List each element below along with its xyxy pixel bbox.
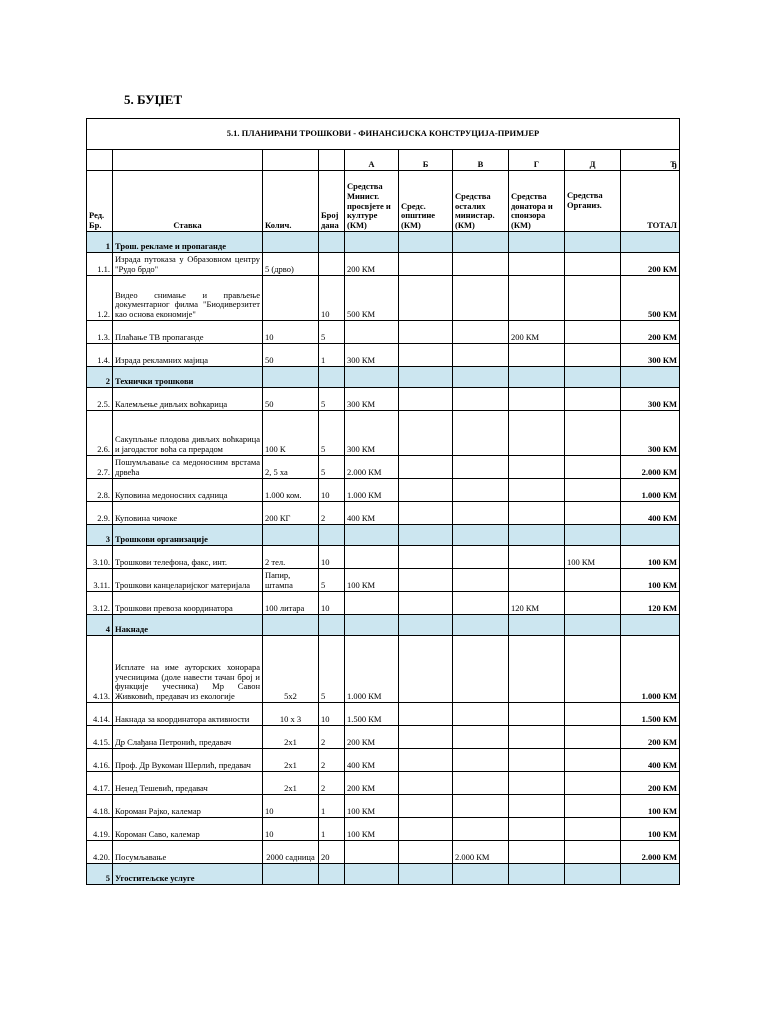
row-total: 120 КМ	[621, 592, 680, 615]
row-quantity: 2x1	[263, 772, 319, 795]
row-donors	[509, 636, 565, 703]
row-number: 3.12.	[87, 592, 113, 615]
row-ministry	[345, 546, 399, 569]
row-quantity: 2000 садница	[263, 841, 319, 864]
row-municipality	[399, 841, 453, 864]
column-letter-dj: Ђ	[621, 150, 680, 171]
row-days: 10	[319, 592, 345, 615]
row-ministry	[345, 321, 399, 344]
row-quantity: 2 тел.	[263, 546, 319, 569]
row-item: Пошумљавање са медоносним врстама дрвећа	[113, 456, 263, 479]
row-organizer	[565, 749, 621, 772]
row-municipality	[399, 502, 453, 525]
section-number: 1	[87, 232, 113, 253]
row-organizer	[565, 592, 621, 615]
row-number: 2.7.	[87, 456, 113, 479]
row-total: 100 КМ	[621, 818, 680, 841]
row-number: 1.1.	[87, 253, 113, 276]
row-total: 300 КМ	[621, 388, 680, 411]
row-ministry: 500 КМ	[345, 276, 399, 321]
row-item: Посумљавање	[113, 841, 263, 864]
row-organizer	[565, 479, 621, 502]
row-donors	[509, 841, 565, 864]
row-ministry: 400 КМ	[345, 502, 399, 525]
row-item: Видео снимање и прављење документарног филма "Биодиверзитет као основа економије"	[113, 276, 263, 321]
row-other-ministries	[453, 546, 509, 569]
row-total: 200 КМ	[621, 321, 680, 344]
row-days: 20	[319, 841, 345, 864]
table-row	[87, 592, 680, 615]
section-header	[87, 525, 680, 546]
column-letters-row	[87, 150, 680, 171]
row-quantity: 50	[263, 388, 319, 411]
row-quantity: 50	[263, 344, 319, 367]
row-organizer	[565, 344, 621, 367]
row-item: Плаћање ТВ пропаганде	[113, 321, 263, 344]
header-sredstva-ministarstva: Средства Минист. просвјете и културе (КМ)	[345, 171, 399, 232]
row-days: 2	[319, 726, 345, 749]
table-row	[87, 569, 680, 592]
table-row	[87, 726, 680, 749]
row-number: 4.18.	[87, 795, 113, 818]
row-number: 4.20.	[87, 841, 113, 864]
section-number: 3	[87, 525, 113, 546]
table-row	[87, 456, 680, 479]
row-municipality	[399, 592, 453, 615]
column-letter-b: Б	[399, 150, 453, 171]
row-quantity: 2x1	[263, 749, 319, 772]
row-donors	[509, 726, 565, 749]
row-donors	[509, 388, 565, 411]
row-organizer	[565, 276, 621, 321]
row-quantity: 5 (дрво)	[263, 253, 319, 276]
row-number: 4.14.	[87, 703, 113, 726]
row-other-ministries	[453, 818, 509, 841]
row-donors	[509, 795, 565, 818]
row-item: Короман Рајко, калемар	[113, 795, 263, 818]
row-total: 100 КМ	[621, 569, 680, 592]
header-rb: Ред. Бр.	[87, 171, 113, 232]
row-days: 5	[319, 569, 345, 592]
row-organizer	[565, 411, 621, 456]
row-ministry: 200 КМ	[345, 253, 399, 276]
row-item: Ненед Тешевић, предавач	[113, 772, 263, 795]
row-organizer	[565, 636, 621, 703]
row-municipality	[399, 636, 453, 703]
row-quantity: 1.000 ком.	[263, 479, 319, 502]
row-quantity	[263, 276, 319, 321]
table-row	[87, 276, 680, 321]
row-item: Куповина чичоке	[113, 502, 263, 525]
row-ministry: 1.000 КМ	[345, 636, 399, 703]
header-sredstva-ostalih: Средства осталих министар. (КМ)	[453, 171, 509, 232]
row-item: Короман Саво, калемар	[113, 818, 263, 841]
row-municipality	[399, 456, 453, 479]
row-municipality	[399, 344, 453, 367]
row-days: 5	[319, 636, 345, 703]
header-stavka: Ставка	[113, 171, 263, 232]
row-organizer	[565, 841, 621, 864]
budget-table	[86, 118, 680, 885]
row-donors	[509, 411, 565, 456]
row-organizer: 100 КМ	[565, 546, 621, 569]
row-ministry: 200 КМ	[345, 726, 399, 749]
row-item: Исплате на име ауторских хонорара учесницима (доле навести тачан број и функције учесника) Мр Савон Живковић, предавач из екологије	[113, 636, 263, 703]
row-number: 2.8.	[87, 479, 113, 502]
row-ministry	[345, 592, 399, 615]
table-row	[87, 795, 680, 818]
table-row	[87, 703, 680, 726]
row-number: 3.11.	[87, 569, 113, 592]
row-organizer	[565, 818, 621, 841]
table-row	[87, 636, 680, 703]
row-total: 2.000 КМ	[621, 841, 680, 864]
row-number: 2.5.	[87, 388, 113, 411]
row-other-ministries	[453, 502, 509, 525]
row-donors	[509, 479, 565, 502]
row-other-ministries	[453, 321, 509, 344]
row-days: 10	[319, 546, 345, 569]
column-letter-g: Г	[509, 150, 565, 171]
section-number: 2	[87, 367, 113, 388]
row-days: 2	[319, 749, 345, 772]
header-sredstva-organiz: Средства Организ.	[565, 171, 621, 232]
row-ministry	[345, 841, 399, 864]
row-total: 1.000 КМ	[621, 636, 680, 703]
row-total: 500 КМ	[621, 276, 680, 321]
row-donors	[509, 253, 565, 276]
section-header	[87, 864, 680, 885]
row-other-ministries	[453, 795, 509, 818]
row-other-ministries	[453, 388, 509, 411]
row-total: 400 КМ	[621, 749, 680, 772]
row-number: 4.15.	[87, 726, 113, 749]
header-sredstva-opstine: Средс. општине (КМ)	[399, 171, 453, 232]
row-item: Трошкови телефона, факс, инт.	[113, 546, 263, 569]
row-total: 400 КМ	[621, 502, 680, 525]
row-number: 2.9.	[87, 502, 113, 525]
row-quantity: 10	[263, 795, 319, 818]
row-municipality	[399, 411, 453, 456]
row-other-ministries	[453, 726, 509, 749]
row-quantity: Папир, штампа	[263, 569, 319, 592]
table-row	[87, 841, 680, 864]
row-item: Трошкови превоза координатора	[113, 592, 263, 615]
row-ministry: 300 КМ	[345, 411, 399, 456]
row-donors: 120 КМ	[509, 592, 565, 615]
section-title: Накнаде	[113, 615, 263, 636]
section-number: 4	[87, 615, 113, 636]
row-other-ministries	[453, 479, 509, 502]
section-title: Трош. рекламе и пропаганде	[113, 232, 263, 253]
row-ministry: 1.000 КМ	[345, 479, 399, 502]
section-number: 5	[87, 864, 113, 885]
row-ministry: 1.500 КМ	[345, 703, 399, 726]
column-letter-v: В	[453, 150, 509, 171]
header-kolic: Колич.	[263, 171, 319, 232]
row-municipality	[399, 546, 453, 569]
row-total: 2.000 КМ	[621, 456, 680, 479]
row-other-ministries	[453, 636, 509, 703]
row-ministry: 300 КМ	[345, 344, 399, 367]
row-municipality	[399, 479, 453, 502]
table-row	[87, 411, 680, 456]
row-item: Сакупљање плодова дивљих воћкарица и јагодастог воћа са прерадом	[113, 411, 263, 456]
row-ministry: 2.000 КМ	[345, 456, 399, 479]
row-other-ministries	[453, 253, 509, 276]
row-item: Израда путоказа у Образовном центру "Рудо брдо"	[113, 253, 263, 276]
section-header	[87, 615, 680, 636]
row-donors	[509, 502, 565, 525]
row-total: 100 КМ	[621, 546, 680, 569]
row-other-ministries	[453, 772, 509, 795]
row-organizer	[565, 456, 621, 479]
row-days: 2	[319, 772, 345, 795]
row-total: 1.500 КМ	[621, 703, 680, 726]
section-header	[87, 232, 680, 253]
table-row	[87, 772, 680, 795]
header-broj-dana: Број дана	[319, 171, 345, 232]
row-number: 4.13.	[87, 636, 113, 703]
row-ministry: 100 КМ	[345, 818, 399, 841]
row-organizer	[565, 253, 621, 276]
row-quantity: 2, 5 ха	[263, 456, 319, 479]
row-days: 1	[319, 818, 345, 841]
row-other-ministries	[453, 703, 509, 726]
row-municipality	[399, 795, 453, 818]
row-item: Трошкови канцеларијског материјала	[113, 569, 263, 592]
section-title: Технички трошкови	[113, 367, 263, 388]
row-organizer	[565, 388, 621, 411]
row-other-ministries	[453, 411, 509, 456]
row-item: Накнада за координатора активности	[113, 703, 263, 726]
row-number: 4.17.	[87, 772, 113, 795]
row-days: 5	[319, 388, 345, 411]
header-sredstva-donatora: Средства донатора и спонзора (КМ)	[509, 171, 565, 232]
row-days: 2	[319, 502, 345, 525]
row-days: 5	[319, 411, 345, 456]
row-item: Калемљење дивљих воћкарица	[113, 388, 263, 411]
row-ministry: 100 КМ	[345, 795, 399, 818]
section-title: Трошкови организације	[113, 525, 263, 546]
row-donors	[509, 344, 565, 367]
header-total: ТОТАЛ	[621, 171, 680, 232]
table-row	[87, 546, 680, 569]
row-municipality	[399, 253, 453, 276]
row-quantity: 10	[263, 818, 319, 841]
row-ministry: 300 КМ	[345, 388, 399, 411]
row-item: Куповина медоносних садница	[113, 479, 263, 502]
row-ministry: 400 КМ	[345, 749, 399, 772]
row-total: 100 КМ	[621, 795, 680, 818]
row-total: 200 КМ	[621, 726, 680, 749]
table-row	[87, 818, 680, 841]
row-quantity: 10 x 3	[263, 703, 319, 726]
row-quantity: 100 К	[263, 411, 319, 456]
row-total: 200 КМ	[621, 253, 680, 276]
row-other-ministries	[453, 749, 509, 772]
row-other-ministries	[453, 592, 509, 615]
row-days: 10	[319, 479, 345, 502]
row-total: 1.000 КМ	[621, 479, 680, 502]
row-municipality	[399, 276, 453, 321]
row-number: 4.19.	[87, 818, 113, 841]
row-total: 300 КМ	[621, 344, 680, 367]
row-days: 5	[319, 321, 345, 344]
row-number: 4.16.	[87, 749, 113, 772]
row-organizer	[565, 502, 621, 525]
row-ministry: 200 КМ	[345, 772, 399, 795]
table-row	[87, 388, 680, 411]
row-days: 5	[319, 456, 345, 479]
row-number: 1.4.	[87, 344, 113, 367]
row-number: 3.10.	[87, 546, 113, 569]
row-other-ministries	[453, 276, 509, 321]
row-organizer	[565, 772, 621, 795]
row-item: Др Слађана Петронић, предавач	[113, 726, 263, 749]
row-organizer	[565, 795, 621, 818]
row-organizer	[565, 569, 621, 592]
table-row	[87, 479, 680, 502]
row-donors	[509, 749, 565, 772]
row-municipality	[399, 569, 453, 592]
table-row	[87, 344, 680, 367]
row-municipality	[399, 388, 453, 411]
row-days: 1	[319, 795, 345, 818]
budget-heading: 5. БУЏЕТ	[124, 92, 183, 107]
row-municipality	[399, 726, 453, 749]
row-organizer	[565, 726, 621, 749]
row-quantity: 200 КГ	[263, 502, 319, 525]
row-donors	[509, 276, 565, 321]
row-donors	[509, 569, 565, 592]
row-quantity: 10	[263, 321, 319, 344]
row-other-ministries	[453, 344, 509, 367]
table-row	[87, 502, 680, 525]
row-other-ministries	[453, 569, 509, 592]
table-title: 5.1. ПЛАНИРАНИ ТРОШКОВИ - ФИНАНСИЈСКА КОНСТРУЦИЈА-ПРИМЈЕР	[87, 119, 680, 150]
row-item: Израда рекламних мајица	[113, 344, 263, 367]
row-organizer	[565, 321, 621, 344]
row-other-ministries	[453, 456, 509, 479]
row-municipality	[399, 321, 453, 344]
row-donors	[509, 703, 565, 726]
row-quantity: 100 литара	[263, 592, 319, 615]
table-row	[87, 749, 680, 772]
table-row	[87, 253, 680, 276]
row-item: Проф. Др Вукоман Шерлић, предавач	[113, 749, 263, 772]
section-title: Угоститељске услуге	[113, 864, 263, 885]
row-donors	[509, 546, 565, 569]
row-donors: 200 КМ	[509, 321, 565, 344]
column-header-row	[87, 171, 680, 232]
row-municipality	[399, 818, 453, 841]
row-number: 2.6.	[87, 411, 113, 456]
row-municipality	[399, 772, 453, 795]
row-donors	[509, 456, 565, 479]
row-days	[319, 253, 345, 276]
row-number: 1.2.	[87, 276, 113, 321]
row-total: 200 КМ	[621, 772, 680, 795]
row-donors	[509, 772, 565, 795]
row-municipality	[399, 703, 453, 726]
row-municipality	[399, 749, 453, 772]
section-header	[87, 367, 680, 388]
row-days: 10	[319, 276, 345, 321]
row-quantity: 2x1	[263, 726, 319, 749]
row-days: 1	[319, 344, 345, 367]
row-number: 1.3.	[87, 321, 113, 344]
column-letter-d: Д	[565, 150, 621, 171]
row-donors	[509, 818, 565, 841]
row-quantity: 5x2	[263, 636, 319, 703]
column-letter-a: А	[345, 150, 399, 171]
row-other-ministries: 2.000 КМ	[453, 841, 509, 864]
table-row	[87, 321, 680, 344]
row-ministry: 100 КМ	[345, 569, 399, 592]
row-days: 10	[319, 703, 345, 726]
row-total: 300 КМ	[621, 411, 680, 456]
row-organizer	[565, 703, 621, 726]
